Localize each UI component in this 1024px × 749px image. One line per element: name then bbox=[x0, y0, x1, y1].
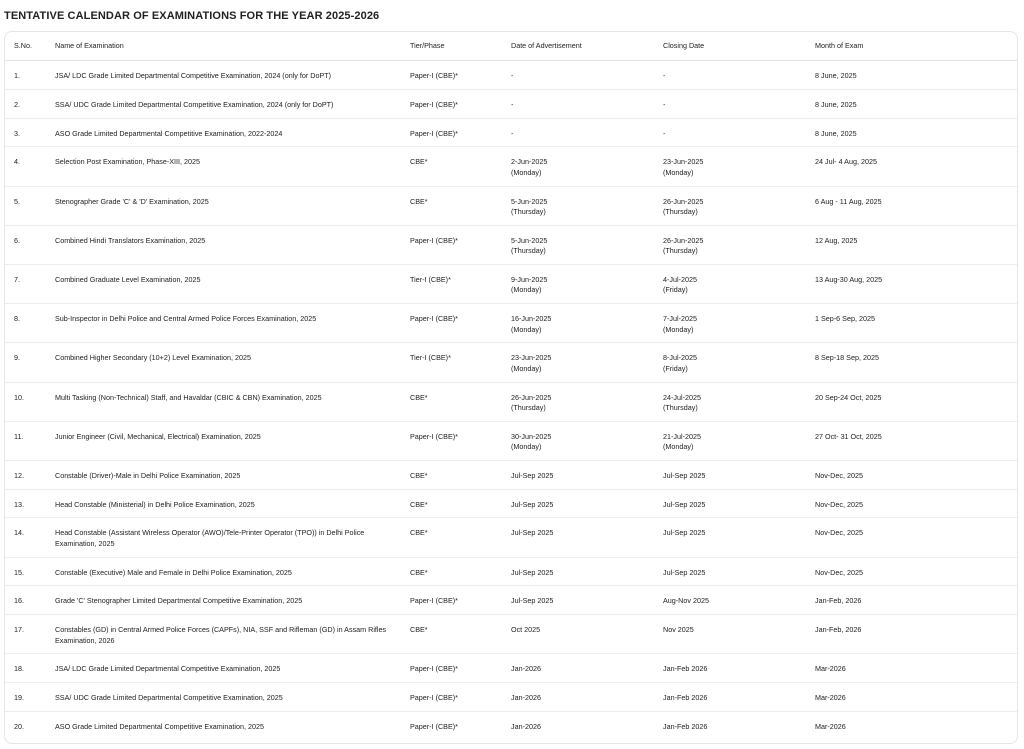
cell-exam-name bbox=[55, 119, 410, 147]
cell-closing-date-text: 21-Jul-2025 bbox=[663, 431, 701, 441]
cell-exam-month-text: Jan-Feb, 2026 bbox=[815, 625, 862, 635]
cell-exam-name bbox=[55, 654, 410, 682]
cell-exam-month bbox=[815, 615, 1005, 653]
cell-exam-name-text: Head Constable (Ministerial) in Delhi Police Examination, 2025 bbox=[55, 499, 255, 509]
cell-exam-name-text: Constable (Executive) Male and Female in Delhi Police Examination, 2025 bbox=[55, 567, 292, 577]
cell-advertisement-date-text: Jul-Sep 2025 bbox=[511, 596, 554, 606]
cell-closing-date bbox=[663, 343, 815, 381]
cell-closing-date-text: 26-Jun-2025 bbox=[663, 196, 704, 206]
cell-exam-month bbox=[815, 518, 1005, 556]
cell-exam-month-text: Mar-2026 bbox=[815, 722, 846, 732]
cell-tier-text: CBE* bbox=[410, 196, 428, 206]
cell-closing-date-text: - bbox=[663, 99, 666, 109]
cell-exam-name bbox=[55, 712, 410, 741]
cell-exam-name bbox=[55, 461, 410, 489]
cell-sno-text: 1. bbox=[14, 71, 20, 80]
cell-advertisement-date bbox=[511, 586, 663, 614]
advertisement-day: (Monday) bbox=[511, 324, 542, 334]
cell-sno-text: 17. bbox=[14, 625, 24, 635]
cell-exam-name-text: JSA/ LDC Grade Limited Departmental Competitive Examination, 2024 (only for DoPT) bbox=[55, 71, 332, 80]
cell-exam-month bbox=[815, 654, 1005, 682]
cell-exam-name-text: Constable (Driver)-Male in Delhi Police Examination, 2025 bbox=[55, 470, 241, 480]
cell-advertisement-date bbox=[511, 615, 663, 653]
cell-exam-name bbox=[55, 226, 410, 264]
cell-exam-month bbox=[815, 304, 1005, 342]
header-month: Month of Exam bbox=[815, 40, 864, 50]
cell-sno bbox=[5, 683, 55, 711]
cell-advertisement-date-text: Jul-Sep 2025 bbox=[511, 470, 554, 480]
cell-closing-date-text: 4-Jul-2025 bbox=[663, 274, 697, 284]
table-header-row bbox=[5, 32, 1017, 61]
cell-tier-text: Tier-I (CBE)* bbox=[410, 274, 451, 284]
table-row bbox=[5, 683, 1017, 712]
cell-advertisement-date-text: - bbox=[511, 99, 514, 109]
cell-advertisement-date bbox=[511, 683, 663, 711]
table-row bbox=[5, 226, 1017, 265]
cell-tier-text: Paper-I (CBE)* bbox=[410, 596, 458, 606]
closing-day: (Friday) bbox=[663, 363, 688, 373]
table-row bbox=[5, 343, 1017, 382]
cell-exam-month bbox=[815, 490, 1005, 518]
cell-closing-date bbox=[663, 683, 815, 711]
cell-exam-name-text: Junior Engineer (Civil, Mechanical, Electrical) Examination, 2025 bbox=[55, 431, 261, 441]
cell-exam-name bbox=[55, 147, 410, 185]
cell-tier-text: Paper-I (CBE)* bbox=[410, 431, 458, 441]
cell-exam-month-text: 12 Aug, 2025 bbox=[815, 235, 858, 245]
cell-closing-date-text: Nov 2025 bbox=[663, 625, 694, 635]
cell-exam-month-text: 8 June, 2025 bbox=[815, 99, 857, 109]
cell-closing-date bbox=[663, 461, 815, 489]
cell-closing-date-text: 24-Jul-2025 bbox=[663, 392, 701, 402]
cell-tier-text: Paper-I (CBE)* bbox=[410, 693, 458, 703]
cell-tier bbox=[410, 226, 511, 264]
cell-advertisement-date bbox=[511, 265, 663, 303]
cell-sno-text: 9. bbox=[14, 353, 20, 363]
cell-closing-date bbox=[663, 265, 815, 303]
cell-tier-text: Paper-I (CBE)* bbox=[410, 722, 458, 732]
cell-tier bbox=[410, 343, 511, 381]
table-row bbox=[5, 461, 1017, 490]
cell-sno bbox=[5, 518, 55, 556]
cell-exam-month-text: Jan-Feb, 2026 bbox=[815, 596, 862, 606]
cell-exam-month bbox=[815, 712, 1005, 741]
cell-advertisement-date-text: 30-Jun-2025 bbox=[511, 431, 552, 441]
advertisement-day: (Thursday) bbox=[511, 246, 546, 256]
cell-tier bbox=[410, 712, 511, 741]
cell-tier-text: CBE* bbox=[410, 499, 428, 509]
cell-closing-date-text: 8-Jul-2025 bbox=[663, 353, 697, 363]
closing-day: (Monday) bbox=[663, 442, 694, 452]
cell-exam-name bbox=[55, 683, 410, 711]
cell-tier bbox=[410, 265, 511, 303]
cell-tier bbox=[410, 654, 511, 682]
cell-advertisement-date bbox=[511, 147, 663, 185]
cell-exam-name bbox=[55, 490, 410, 518]
cell-closing-date bbox=[663, 147, 815, 185]
cell-exam-month-text: Nov-Dec, 2025 bbox=[815, 499, 863, 509]
cell-sno-text: 7. bbox=[14, 274, 20, 284]
table-row bbox=[5, 558, 1017, 587]
cell-sno bbox=[5, 226, 55, 264]
cell-closing-date bbox=[663, 654, 815, 682]
cell-sno-text: 3. bbox=[14, 128, 20, 138]
cell-exam-name bbox=[55, 518, 410, 556]
cell-closing-date bbox=[663, 422, 815, 460]
cell-exam-name bbox=[55, 615, 410, 653]
cell-tier bbox=[410, 490, 511, 518]
cell-sno-text: 8. bbox=[14, 314, 20, 324]
cell-advertisement-date bbox=[511, 304, 663, 342]
cell-exam-month bbox=[815, 586, 1005, 614]
cell-exam-name bbox=[55, 383, 410, 421]
cell-closing-date bbox=[663, 558, 815, 586]
cell-tier bbox=[410, 615, 511, 653]
cell-sno bbox=[5, 490, 55, 518]
closing-day: (Thursday) bbox=[663, 403, 698, 413]
cell-exam-month-text: 8 Sep-18 Sep, 2025 bbox=[815, 353, 879, 363]
cell-sno bbox=[5, 119, 55, 147]
advertisement-day: (Monday) bbox=[511, 363, 542, 373]
table-row bbox=[5, 304, 1017, 343]
table-row bbox=[5, 383, 1017, 422]
cell-closing-date-text: 23-Jun-2025 bbox=[663, 157, 704, 167]
cell-closing-date-text: 7-Jul-2025 bbox=[663, 314, 697, 324]
table-row bbox=[5, 265, 1017, 304]
cell-advertisement-date bbox=[511, 383, 663, 421]
cell-exam-name-text: Sub-Inspector in Delhi Police and Central Armed Police Forces Examination, 2025 bbox=[55, 314, 317, 324]
cell-exam-name-text: SSA/ UDC Grade Limited Departmental Competitive Examination, 2025 bbox=[55, 693, 283, 703]
table-row bbox=[5, 119, 1017, 148]
cell-sno bbox=[5, 654, 55, 682]
cell-closing-date-text: Jan-Feb 2026 bbox=[663, 693, 708, 703]
cell-advertisement-date bbox=[511, 90, 663, 118]
cell-exam-name bbox=[55, 187, 410, 225]
cell-closing-date bbox=[663, 304, 815, 342]
cell-exam-month bbox=[815, 187, 1005, 225]
cell-exam-month-text: Nov-Dec, 2025 bbox=[815, 567, 863, 577]
header-tier: Tier/Phase bbox=[410, 40, 445, 50]
cell-exam-name-text: Constables (GD) in Central Armed Police Forces (CAPFs), NIA, SSF and Rifleman (GD) in Assam Rifles Examination, 2026 bbox=[55, 625, 387, 645]
cell-sno-text: 14. bbox=[14, 528, 24, 538]
table-row bbox=[5, 654, 1017, 683]
cell-closing-date bbox=[663, 187, 815, 225]
cell-closing-date-text: - bbox=[663, 128, 666, 138]
closing-day: (Thursday) bbox=[663, 207, 698, 217]
cell-sno bbox=[5, 90, 55, 118]
cell-exam-month-text: 20 Sep-24 Oct, 2025 bbox=[815, 392, 882, 402]
cell-advertisement-date-text: 9-Jun-2025 bbox=[511, 274, 548, 284]
cell-exam-name-text: Multi Tasking (Non-Technical) Staff, and Havaldar (CBIC & CBN) Examination, 2025 bbox=[55, 392, 322, 402]
cell-sno-text: 6. bbox=[14, 235, 20, 245]
advertisement-day: (Thursday) bbox=[511, 207, 546, 217]
cell-closing-date bbox=[663, 712, 815, 741]
cell-closing-date-text: 26-Jun-2025 bbox=[663, 235, 704, 245]
cell-exam-name bbox=[55, 558, 410, 586]
cell-advertisement-date-text: 23-Jun-2025 bbox=[511, 353, 552, 363]
cell-closing-date-text: Jan-Feb 2026 bbox=[663, 664, 708, 674]
cell-sno bbox=[5, 187, 55, 225]
cell-exam-month bbox=[815, 61, 1005, 89]
cell-sno bbox=[5, 383, 55, 421]
cell-exam-name bbox=[55, 61, 410, 89]
cell-tier bbox=[410, 461, 511, 489]
cell-sno-text: 2. bbox=[14, 99, 20, 109]
cell-exam-name-text: ASO Grade Limited Departmental Competitive Examination, 2022-2024 bbox=[55, 128, 283, 138]
cell-exam-month bbox=[815, 683, 1005, 711]
cell-tier-text: CBE* bbox=[410, 392, 428, 402]
cell-advertisement-date bbox=[511, 490, 663, 518]
cell-tier bbox=[410, 147, 511, 185]
cell-closing-date-text: Jul-Sep 2025 bbox=[663, 567, 706, 577]
cell-tier-text: Tier-I (CBE)* bbox=[410, 353, 451, 363]
cell-tier bbox=[410, 119, 511, 147]
cell-sno-text: 16. bbox=[14, 596, 24, 606]
cell-advertisement-date bbox=[511, 712, 663, 741]
cell-advertisement-date-text: - bbox=[511, 128, 514, 138]
cell-closing-date-text: Jul-Sep 2025 bbox=[663, 499, 706, 509]
cell-tier bbox=[410, 304, 511, 342]
cell-exam-month-text: 8 June, 2025 bbox=[815, 128, 857, 138]
cell-sno bbox=[5, 304, 55, 342]
table-row bbox=[5, 518, 1017, 557]
cell-tier bbox=[410, 422, 511, 460]
cell-exam-name bbox=[55, 304, 410, 342]
cell-advertisement-date bbox=[511, 61, 663, 89]
cell-tier bbox=[410, 518, 511, 556]
cell-tier bbox=[410, 683, 511, 711]
cell-closing-date bbox=[663, 586, 815, 614]
cell-exam-name-text: Combined Hindi Translators Examination, 2025 bbox=[55, 235, 206, 245]
cell-exam-month bbox=[815, 119, 1005, 147]
cell-closing-date-text: Jul-Sep 2025 bbox=[663, 470, 706, 480]
closing-day: (Monday) bbox=[663, 324, 694, 334]
cell-advertisement-date bbox=[511, 226, 663, 264]
cell-tier bbox=[410, 383, 511, 421]
cell-exam-name bbox=[55, 586, 410, 614]
cell-exam-name-text: Grade 'C' Stenographer Limited Departmental Competitive Examination, 2025 bbox=[55, 596, 303, 606]
cell-tier-text: Paper-I (CBE)* bbox=[410, 128, 458, 138]
cell-advertisement-date bbox=[511, 187, 663, 225]
table-row bbox=[5, 490, 1017, 519]
cell-advertisement-date bbox=[511, 119, 663, 147]
cell-advertisement-date-text: Jul-Sep 2025 bbox=[511, 499, 554, 509]
cell-exam-name-text: Selection Post Examination, Phase-XIII, 2025 bbox=[55, 157, 201, 167]
cell-tier-text: CBE* bbox=[410, 528, 428, 538]
cell-advertisement-date-text: 2-Jun-2025 bbox=[511, 157, 548, 167]
cell-tier bbox=[410, 61, 511, 89]
table-body bbox=[5, 61, 1017, 741]
cell-sno-text: 5. bbox=[14, 196, 20, 206]
cell-sno-text: 18. bbox=[14, 664, 24, 674]
cell-advertisement-date-text: 16-Jun-2025 bbox=[511, 314, 552, 324]
cell-exam-month-text: 27 Oct- 31 Oct, 2025 bbox=[815, 431, 882, 441]
header-name: Name of Examination bbox=[55, 40, 124, 50]
cell-sno bbox=[5, 147, 55, 185]
cell-sno bbox=[5, 343, 55, 381]
closing-day: (Thursday) bbox=[663, 246, 698, 256]
cell-tier-text: Paper-I (CBE)* bbox=[410, 664, 458, 674]
advertisement-day: (Monday) bbox=[511, 285, 542, 295]
cell-tier bbox=[410, 187, 511, 225]
cell-sno-text: 13. bbox=[14, 499, 24, 509]
cell-closing-date bbox=[663, 226, 815, 264]
cell-sno-text: 11. bbox=[14, 431, 24, 441]
cell-exam-name-text: SSA/ UDC Grade Limited Departmental Competitive Examination, 2024 (only for DoPT) bbox=[55, 99, 334, 109]
cell-exam-month bbox=[815, 422, 1005, 460]
cell-exam-name-text: ASO Grade Limited Departmental Competitive Examination, 2025 bbox=[55, 722, 264, 732]
cell-tier bbox=[410, 586, 511, 614]
cell-exam-name-text: Stenographer Grade 'C' & 'D' Examination, 2025 bbox=[55, 196, 209, 206]
cell-sno-text: 12. bbox=[14, 470, 24, 480]
cell-tier-text: Paper-I (CBE)* bbox=[410, 71, 458, 80]
cell-sno-text: 20. bbox=[14, 722, 24, 732]
cell-advertisement-date bbox=[511, 518, 663, 556]
cell-closing-date bbox=[663, 119, 815, 147]
cell-advertisement-date-text: Jul-Sep 2025 bbox=[511, 567, 554, 577]
cell-exam-month-text: Mar-2026 bbox=[815, 693, 846, 703]
cell-exam-name-text: Combined Higher Secondary (10+2) Level Examination, 2025 bbox=[55, 353, 251, 363]
table-row bbox=[5, 712, 1017, 741]
cell-exam-month-text: 13 Aug-30 Aug, 2025 bbox=[815, 274, 883, 284]
cell-tier-text: CBE* bbox=[410, 470, 428, 480]
table-row bbox=[5, 147, 1017, 186]
cell-tier-text: CBE* bbox=[410, 625, 428, 635]
cell-exam-month-text: 6 Aug - 11 Aug, 2025 bbox=[815, 196, 882, 206]
table-row bbox=[5, 615, 1017, 654]
cell-tier-text: Paper-I (CBE)* bbox=[410, 235, 458, 245]
cell-sno bbox=[5, 265, 55, 303]
cell-exam-month-text: Mar-2026 bbox=[815, 664, 846, 674]
cell-closing-date-text: Aug-Nov 2025 bbox=[663, 596, 709, 606]
cell-exam-name bbox=[55, 422, 410, 460]
cell-exam-month bbox=[815, 90, 1005, 118]
cell-closing-date bbox=[663, 490, 815, 518]
cell-exam-month bbox=[815, 147, 1005, 185]
cell-advertisement-date-text: 5-Jun-2025 bbox=[511, 196, 548, 206]
cell-closing-date-text: Jul-Sep 2025 bbox=[663, 528, 706, 538]
cell-exam-month-text: 24 Jul- 4 Aug, 2025 bbox=[815, 157, 877, 167]
cell-exam-name bbox=[55, 90, 410, 118]
advertisement-day: (Monday) bbox=[511, 167, 542, 177]
cell-sno bbox=[5, 461, 55, 489]
cell-exam-name bbox=[55, 343, 410, 381]
cell-sno bbox=[5, 712, 55, 741]
cell-sno bbox=[5, 558, 55, 586]
cell-advertisement-date bbox=[511, 343, 663, 381]
cell-sno-text: 10. bbox=[14, 392, 24, 402]
cell-advertisement-date bbox=[511, 654, 663, 682]
cell-sno-text: 4. bbox=[14, 157, 20, 167]
cell-tier-text: CBE* bbox=[410, 567, 428, 577]
cell-exam-name-text: JSA/ LDC Grade Limited Departmental Competitive Examination, 2025 bbox=[55, 664, 281, 674]
cell-advertisement-date-text: Jan-2026 bbox=[511, 722, 541, 732]
cell-exam-name-text: Combined Graduate Level Examination, 2025 bbox=[55, 274, 201, 284]
cell-exam-month bbox=[815, 461, 1005, 489]
cell-closing-date bbox=[663, 615, 815, 653]
cell-advertisement-date bbox=[511, 422, 663, 460]
cell-tier-text: CBE* bbox=[410, 157, 428, 167]
cell-advertisement-date-text: Jan-2026 bbox=[511, 693, 541, 703]
cell-advertisement-date bbox=[511, 558, 663, 586]
cell-closing-date bbox=[663, 90, 815, 118]
table-row bbox=[5, 422, 1017, 461]
cell-exam-month bbox=[815, 343, 1005, 381]
cell-closing-date-text: - bbox=[663, 71, 666, 80]
cell-exam-month-text: 1 Sep-6 Sep, 2025 bbox=[815, 314, 875, 324]
cell-sno-text: 15. bbox=[14, 567, 24, 577]
cell-advertisement-date-text: - bbox=[511, 71, 514, 80]
cell-closing-date-text: Jan-Feb 2026 bbox=[663, 722, 708, 732]
cell-advertisement-date-text: Jan-2026 bbox=[511, 664, 541, 674]
header-advertisement: Date of Advertisement bbox=[511, 40, 582, 50]
table-row bbox=[5, 586, 1017, 615]
page-title: TENTATIVE CALENDAR OF EXAMINATIONS FOR THE YEAR 2025-2026 bbox=[4, 10, 380, 22]
cell-tier-text: Paper-I (CBE)* bbox=[410, 314, 458, 324]
closing-day: (Monday) bbox=[663, 167, 694, 177]
header-sno: S.No. bbox=[14, 40, 32, 50]
table-row bbox=[5, 61, 1017, 90]
cell-exam-month-text: Nov-Dec, 2025 bbox=[815, 528, 863, 538]
cell-exam-month-text: Nov-Dec, 2025 bbox=[815, 470, 863, 480]
cell-exam-month bbox=[815, 558, 1005, 586]
cell-tier bbox=[410, 558, 511, 586]
exam-calendar-table bbox=[4, 31, 1018, 744]
cell-tier-text: Paper-I (CBE)* bbox=[410, 99, 458, 109]
cell-exam-month bbox=[815, 383, 1005, 421]
cell-sno bbox=[5, 586, 55, 614]
cell-closing-date bbox=[663, 383, 815, 421]
cell-closing-date bbox=[663, 61, 815, 89]
cell-exam-month bbox=[815, 265, 1005, 303]
cell-closing-date bbox=[663, 518, 815, 556]
cell-sno bbox=[5, 615, 55, 653]
cell-exam-month bbox=[815, 226, 1005, 264]
cell-advertisement-date-text: 26-Jun-2025 bbox=[511, 392, 552, 402]
closing-day: (Friday) bbox=[663, 285, 688, 295]
table-row bbox=[5, 90, 1017, 119]
header-closing: Closing Date bbox=[663, 40, 705, 50]
advertisement-day: (Monday) bbox=[511, 442, 542, 452]
cell-advertisement-date-text: Jul-Sep 2025 bbox=[511, 528, 554, 538]
cell-exam-month-text: 8 June, 2025 bbox=[815, 71, 857, 80]
table-row bbox=[5, 187, 1017, 226]
advertisement-day: (Thursday) bbox=[511, 403, 546, 413]
cell-advertisement-date-text: Oct 2025 bbox=[511, 625, 541, 635]
cell-advertisement-date bbox=[511, 461, 663, 489]
cell-exam-name bbox=[55, 265, 410, 303]
cell-sno bbox=[5, 61, 55, 89]
cell-advertisement-date-text: 5-Jun-2025 bbox=[511, 235, 548, 245]
cell-exam-name-text: Head Constable (Assistant Wireless Operator (AWO)/Tele-Printer Operator (TPO)) in Delhi Police Examination, 2025 bbox=[55, 528, 365, 548]
cell-sno bbox=[5, 422, 55, 460]
cell-sno-text: 19. bbox=[14, 693, 24, 703]
cell-tier bbox=[410, 90, 511, 118]
